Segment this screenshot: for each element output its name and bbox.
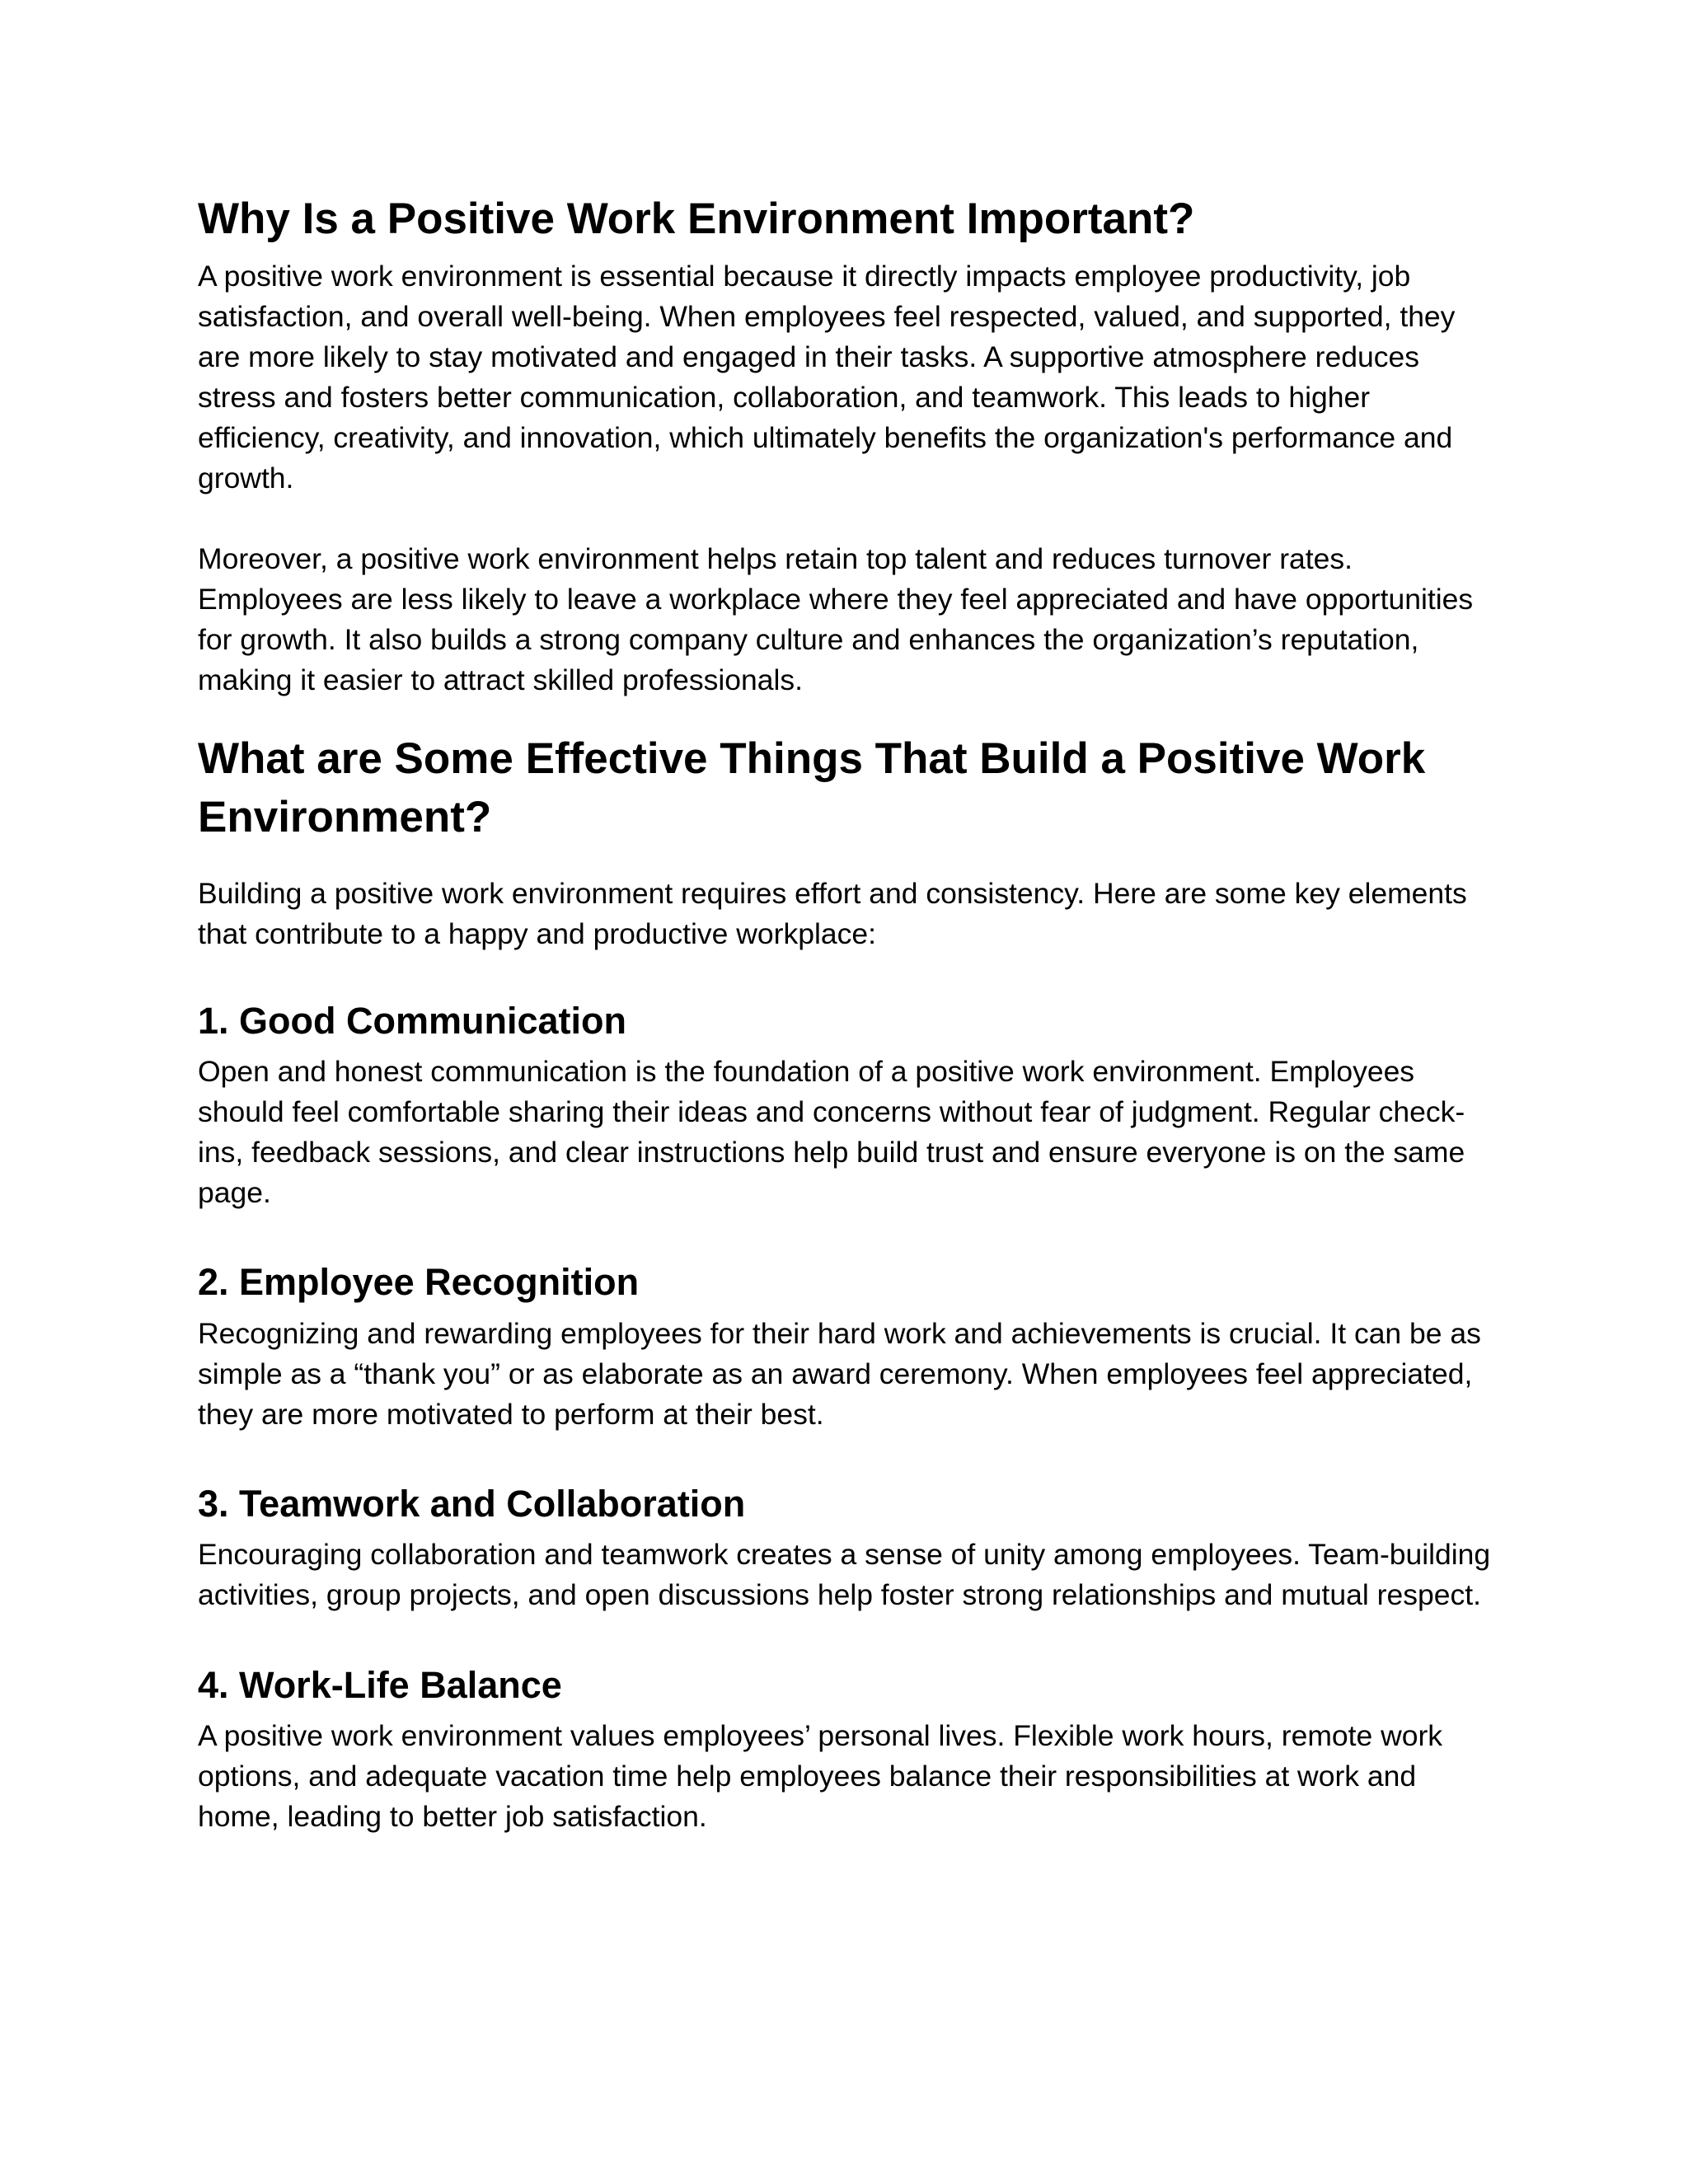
item-heading-teamwork: 3. Teamwork and Collaboration <box>198 1483 746 1525</box>
section-heading-why: Why Is a Positive Work Environment Important? <box>198 194 1195 243</box>
paragraph-what-intro: Building a positive work environment requires effort and consistency. Here are some key elements that contribute to a happy and productive workplace: <box>198 877 1467 950</box>
document-page <box>198 190 1500 1837</box>
item-body-teamwork: Encouraging collaboration and teamwork creates a sense of unity among employees. Team-building activities, group projects, and open discussions help foster strong relationships and mutual respect. <box>198 1538 1491 1611</box>
paragraph-why-importance: A positive work environment is essential because it directly impacts employee productivity, job satisfaction, and overall well-being. When employees feel respected, valued, and supported, they are more likely to stay motivated and engaged in their tasks. A supportive atmosphere reduces stress and fosters better communication, collaboration, and teamwork. This leads to higher efficiency, creativity, and innovation, which ultimately benefits the organization's performance and growth. <box>198 260 1456 494</box>
paragraph-why-retention: Moreover, a positive work environment helps retain top talent and reduces turnover rates. Employees are less likely to leave a workplace where they feel appreciated and have opportunities for growth. It also builds a strong company culture and enhances the organization’s reputation, making it easier to attract skilled professionals. <box>198 542 1474 696</box>
item-heading-recognition: 2. Employee Recognition <box>198 1261 640 1303</box>
item-heading-communication: 1. Good Communication <box>198 1000 627 1042</box>
item-body-recognition: Recognizing and rewarding employees for their hard work and achievements is crucial. It can be as simple as a “thank you” or as elaborate as an award ceremony. When employees feel appreciated, they are more motivated to perform at their best. <box>198 1317 1481 1431</box>
item-body-work-life-balance: A positive work environment values employees’ personal lives. Flexible work hours, remote work options, and adequate vacation time help employees balance their responsibilities at work and home, leading to better job satisfaction. <box>198 1719 1443 1833</box>
section-heading-what: What are Some Effective Things That Build a Positive Work Environment? <box>198 734 1426 841</box>
item-heading-work-life-balance: 4. Work-Life Balance <box>198 1664 562 1706</box>
item-body-communication: Open and honest communication is the foundation of a positive work environment. Employees should feel comfortable sharing their ideas and concerns without fear of judgment. Regular check-ins, feedback sessions, and clear instructions help build trust and ensure everyone is on the same page. <box>198 1055 1465 1209</box>
